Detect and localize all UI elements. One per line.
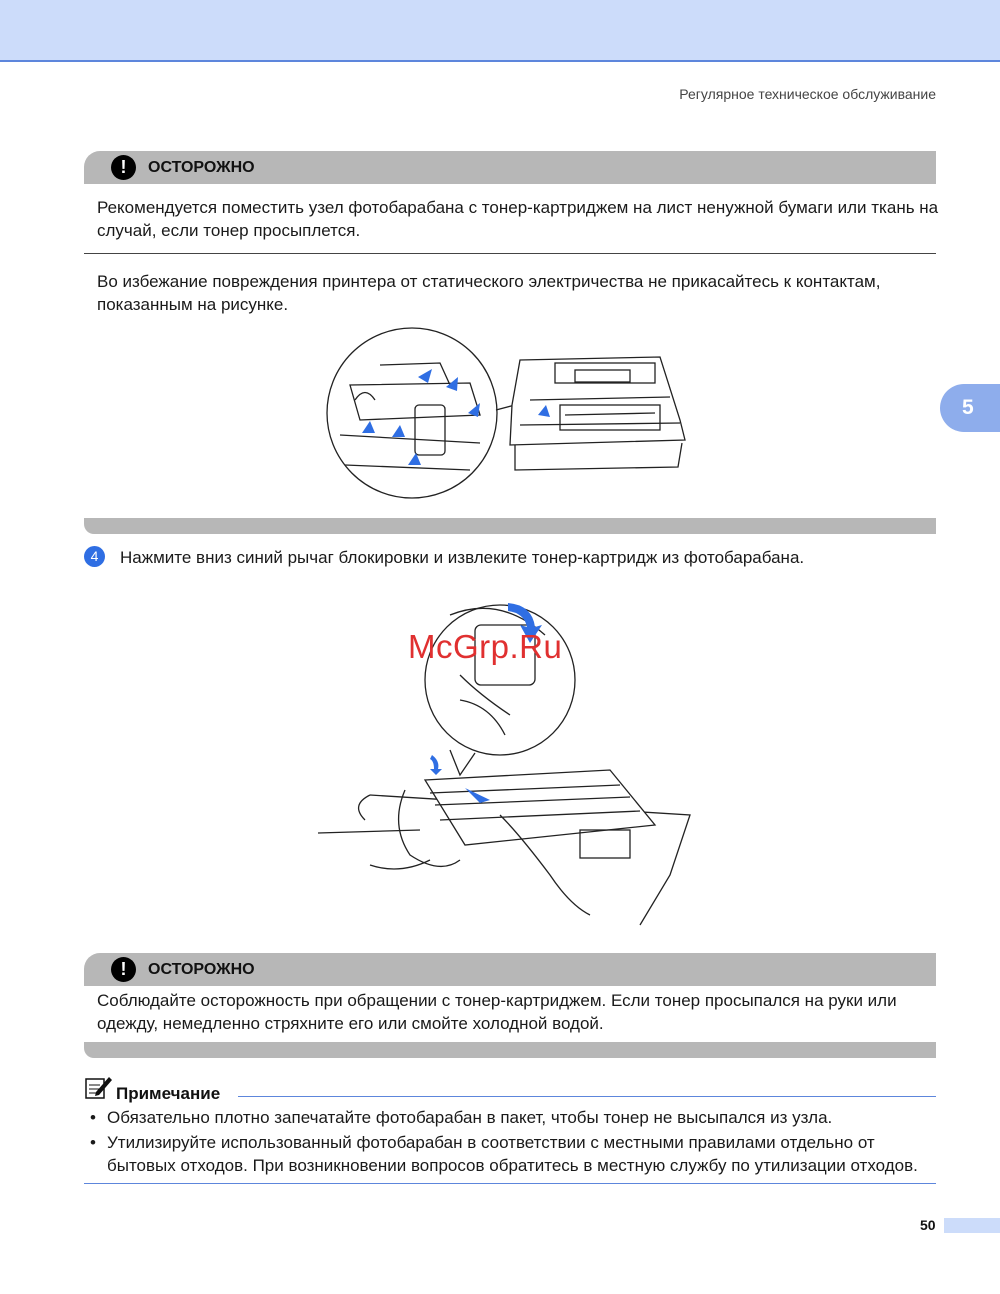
- caution-bar: [84, 151, 936, 184]
- page-number: 50: [920, 1217, 936, 1233]
- step-number: 4: [84, 546, 105, 567]
- bullet: •: [90, 1133, 96, 1152]
- caution-paragraph: Рекомендуется поместить узел фотобарабана с тонер-картриджем на лист ненужной бумаги или ткань на случай, если тонер просыплется.: [97, 198, 939, 240]
- caution-paragraph: Во избежание повреждения принтера от статического электричества не прикасайтесь к контактам, показанным на рисунке.: [97, 272, 881, 314]
- separator: [84, 253, 936, 254]
- note-pencil-icon: [84, 1074, 114, 1100]
- caution-end-bar: [84, 1042, 936, 1058]
- top-band: [0, 0, 1000, 62]
- caution-bar: [84, 953, 936, 986]
- caution-paragraph: Соблюдайте осторожность при обращении с тонер-картриджем. Если тонер просыпался на руки или одежду, немедленно стряхните его или смойте холодной водой.: [97, 991, 897, 1033]
- chapter-tab[interactable]: 5: [940, 384, 1000, 432]
- step-text: Нажмите вниз синий рычаг блокировки и извлеките тонер-картридж из фотобарабана.: [120, 548, 805, 567]
- bullet: •: [90, 1108, 96, 1127]
- note-title: Примечание: [116, 1084, 221, 1103]
- caution-title: ОСТОРОЖНО: [148, 961, 255, 978]
- watermark: McGrp.Ru: [408, 628, 563, 665]
- note-rule: [238, 1096, 936, 1097]
- static-contacts-illustration: [320, 325, 700, 505]
- list-item: [90, 1131, 940, 1177]
- running-header: Регулярное техническое обслуживание: [679, 86, 936, 102]
- exclamation-icon: !: [111, 957, 136, 982]
- caution-end-bar: [84, 518, 936, 534]
- list-item-text: Утилизируйте использованный фотобарабан в соответствии с местными правилами отдельно от бытовых отходов. При возникновении вопросов обратитесь в местную службу по утилизации отходов.: [107, 1133, 918, 1175]
- caution-title: ОСТОРОЖНО: [148, 159, 255, 176]
- page-tab: [944, 1218, 1000, 1233]
- list-item: [90, 1106, 940, 1129]
- list-item-text: Обязательно плотно запечатайте фотобарабан в пакет, чтобы тонер не высыпался из узла.: [107, 1108, 833, 1127]
- note-bottom-rule: [84, 1183, 936, 1184]
- exclamation-icon: !: [111, 155, 136, 180]
